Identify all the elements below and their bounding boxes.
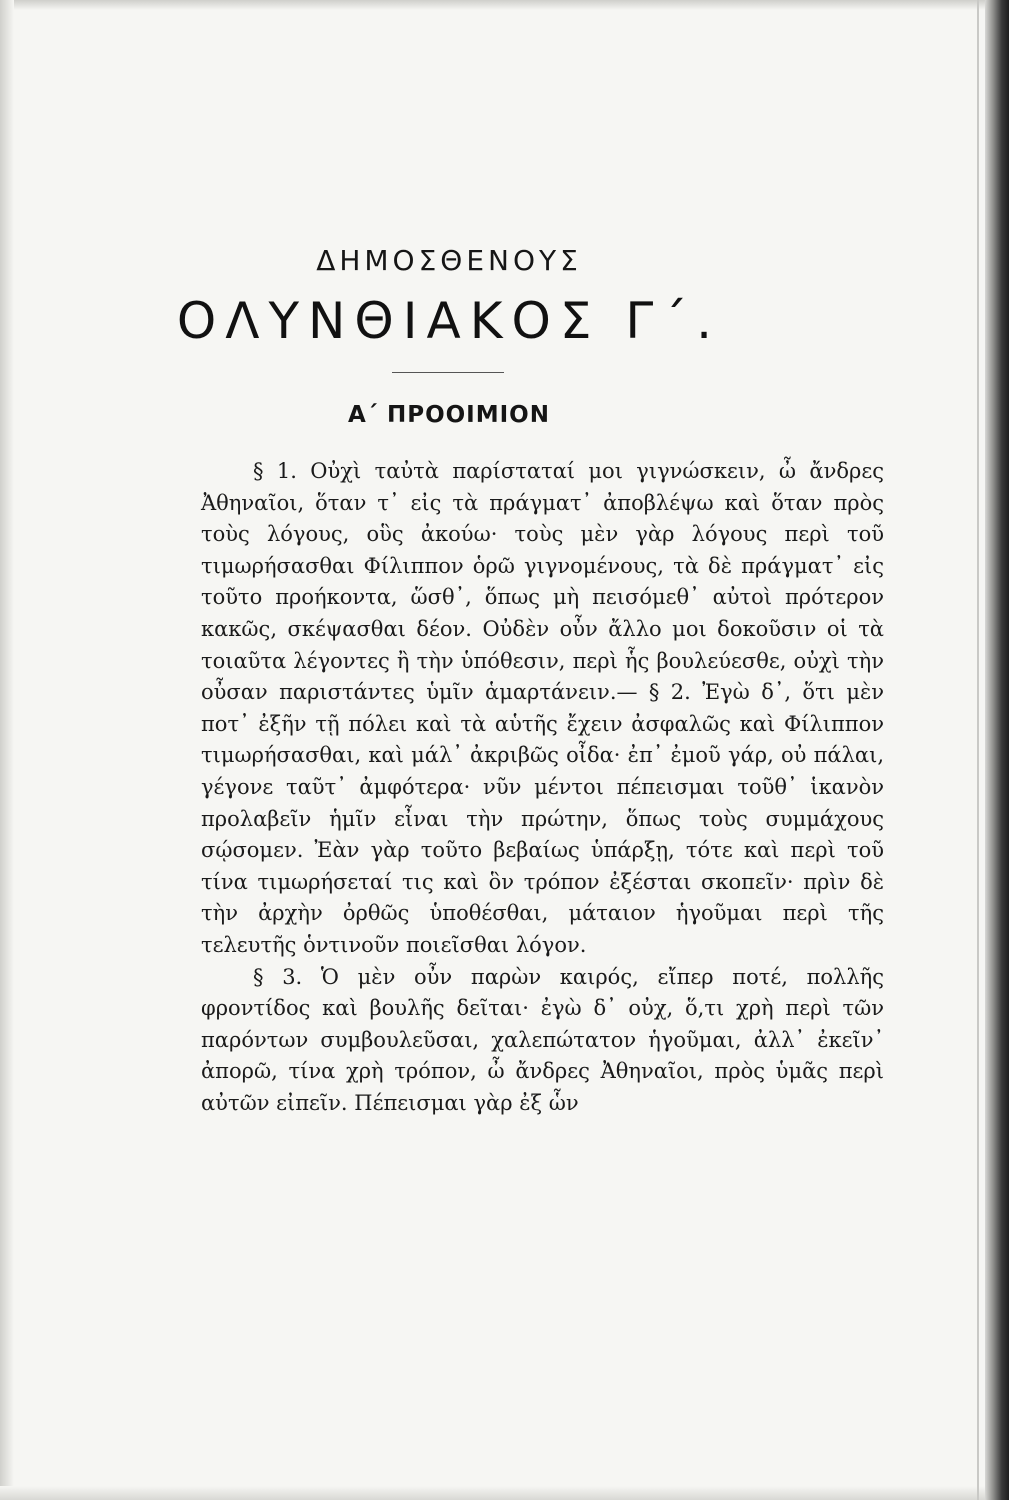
binding-edge (985, 0, 1009, 1500)
author-heading: ΔΗΜΟΣΘΕΝΟΥΣ (316, 244, 582, 277)
paragraph-1: § 1. Οὐχὶ ταὐτὰ παρίσταταί μοι γιγνώσκειν, ὦ ἄνδρες Ἀθηναῖοι, ὅταν τ᾽ εἰς τὰ πράγματ᾽ ἀποβλέψω καὶ ὅταν πρὸς τοὺς λόγους, οὓς ἀκούω· τοὺς μὲν γὰρ λόγους περὶ τοῦ τιμωρήσασθαι Φίλιππον ὁρῶ γιγνομένους, τὰ δὲ πράγματ᾽ εἰς τοῦτο προήκοντα, ὥσθ᾽, ὅπως μὴ πεισόμεθ᾽ αὐτοὶ πρότερον κακῶς, σκέψασθαι δέον. Οὐδὲν οὖν ἄλλο μοι δοκοῦσιν οἱ τὰ τοιαῦτα λέγοντες ἢ τὴν ὑπόθεσιν, περὶ ἧς βουλεύεσθε, οὐχὶ τὴν οὖσαν παριστάντες ὑμῖν ἁμαρτάνειν.— § 2. Ἐγὼ δ᾽, ὅτι μὲν ποτ᾽ ἐξῆν τῇ πόλει καὶ τὰ αὑτῆς ἔχειν ἀσφαλῶς καὶ Φίλιππον τιμωρήσασθαι, καὶ μάλ᾽ ἀκριβῶς οἶδα· ἐπ᾽ ἐμοῦ γάρ, οὐ πάλαι, γέγονε ταῦτ᾽ ἀμφότερα· νῦν μέντοι πέπεισμαι τοῦθ᾽ ἱκανὸν προλαβεῖν ἡμῖν εἶναι τὴν πρώτην, ὅπως τοὺς συμμάχους σῴσομεν. Ἐὰν γὰρ τοῦτο βεβαίως ὑπάρξῃ, τότε καὶ περὶ τοῦ τίνα τιμωρήσεταί τις καὶ ὃν τρόπον ἐξέσται σκοπεῖν· πρὶν δὲ τὴν ἀρχὴν ὀρθῶς ὑποθέσθαι, μάταιον ἡγοῦμαι περὶ τῆς τελευτῆς ὁντινοῦν ποιεῖσθαι λόγον. (201, 459, 884, 957)
body-text (201, 456, 884, 1119)
scan-edge-top (0, 0, 1009, 10)
page-title: ΟΛΥΝΘΙΑΚΟΣ Γ΄. (176, 292, 722, 350)
title-divider (392, 372, 504, 373)
paragraph-2: § 3. Ὁ μὲν οὖν παρὼν καιρός, εἴπερ ποτέ, πολλῆς φροντίδος καὶ βουλῆς δεῖται· ἐγὼ δ᾽ οὐχ, ὅ,τι χρὴ περὶ τῶν παρόντων συμβουλεῦσαι, χαλεπώτατον ἡγοῦμαι, ἀλλ᾽ ἐκεῖν᾽ ἀπορῶ, τίνα χρὴ τρόπον, ὦ ἄνδρες Ἀθηναῖοι, πρὸς ὑμᾶς περὶ αὐτῶν εἰπεῖν. Πέπεισμαι γὰρ ἐξ ὧν (201, 964, 884, 1115)
page-edge-line (977, 0, 979, 1500)
scan-edge-bottom (0, 1486, 1009, 1500)
scan-edge-left (0, 0, 14, 1500)
section-heading: Α΄ ΠΡΟΟΙΜΙΟΝ (348, 402, 550, 428)
